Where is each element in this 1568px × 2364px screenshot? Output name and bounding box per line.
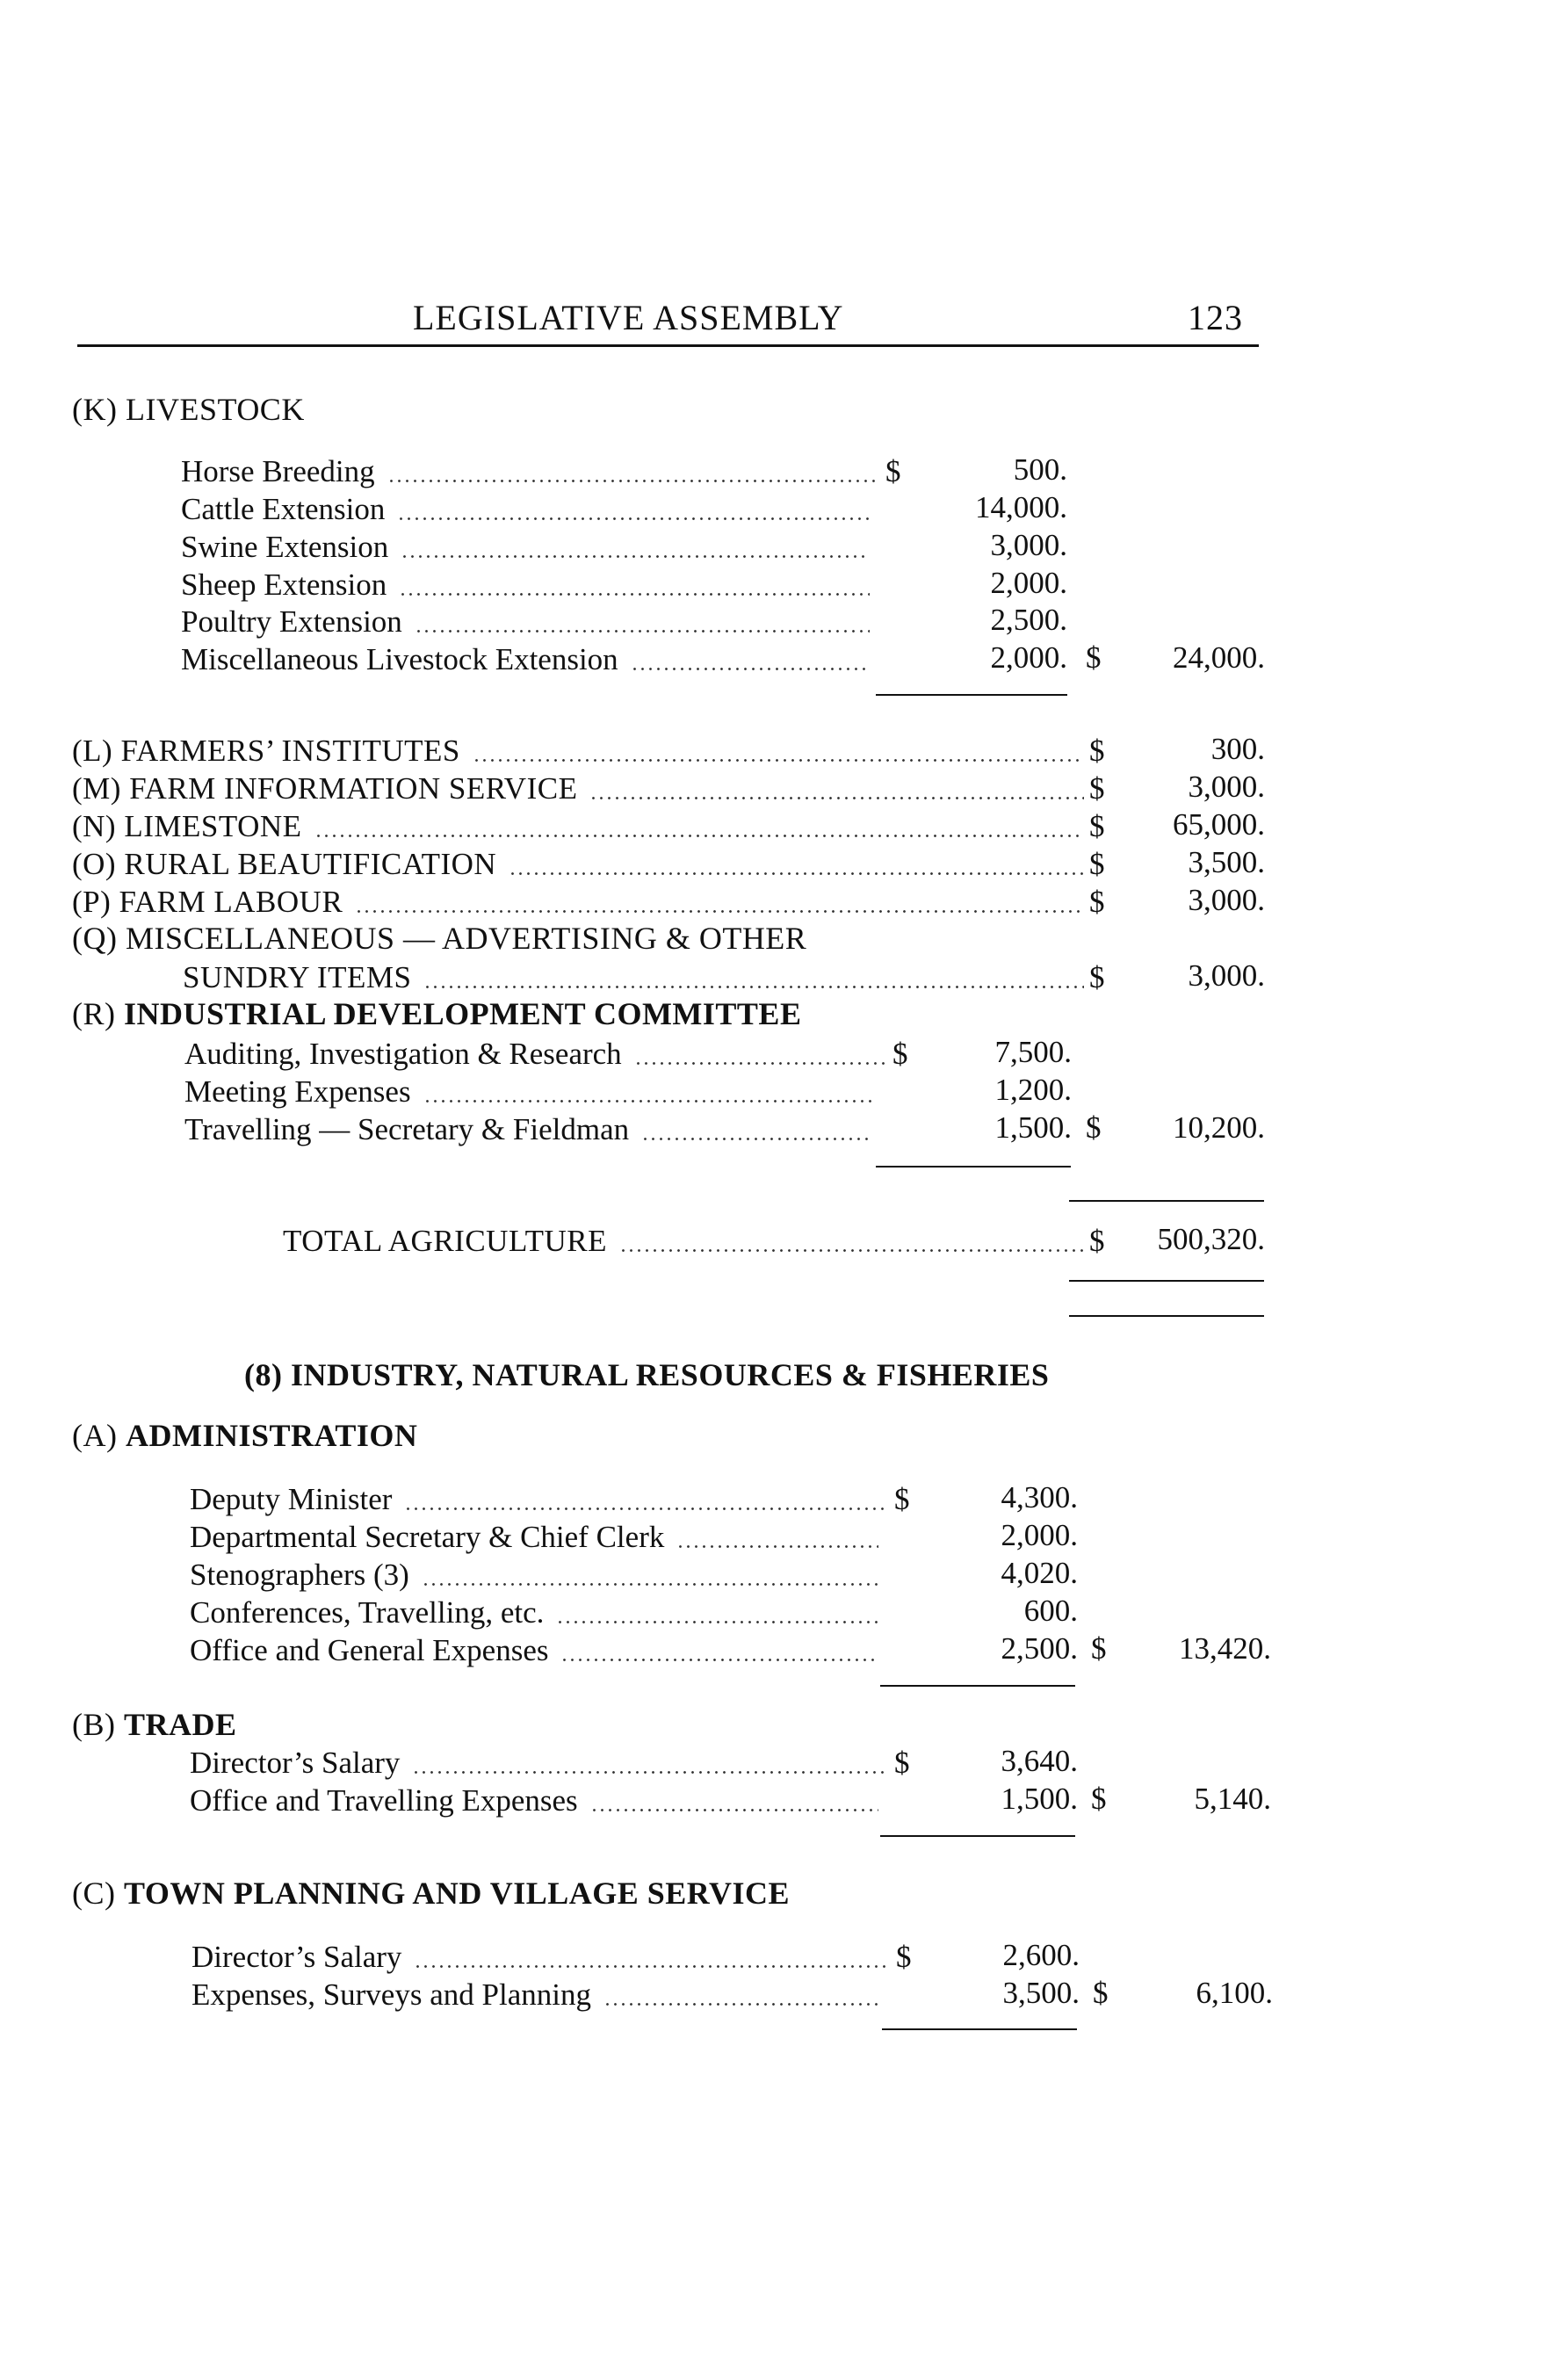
item-label: Stenographers (3): [190, 1558, 409, 1592]
currency-sign: $: [1086, 1110, 1102, 1145]
total-double-rule-bottom: [1069, 1315, 1264, 1317]
item-label: Auditing, Investigation & Research: [184, 1037, 622, 1071]
line-item: [190, 1633, 884, 1668]
line-item: [190, 1558, 884, 1593]
currency-sign: $: [1089, 1224, 1105, 1258]
currency-sign: $: [1093, 1976, 1109, 2010]
section-letter: (O): [72, 847, 117, 881]
item-amount: 2,000.: [1001, 1518, 1078, 1552]
item-label: Expenses, Surveys and Planning: [191, 1977, 591, 2012]
total-agriculture-line: [283, 1224, 1109, 1259]
item-label: Poultry Extension: [181, 604, 402, 639]
leader-dots: [423, 1100, 873, 1102]
line-item: [181, 492, 875, 527]
leader-dots: [397, 517, 870, 520]
item-amount: 600.: [1023, 1594, 1078, 1628]
section-title: FARMERS’ INSTITUTES: [120, 734, 460, 768]
item-label: Meeting Expenses: [184, 1074, 411, 1109]
section-title: ADMINISTRATION: [125, 1418, 418, 1453]
section-letter: (P): [72, 885, 112, 919]
section-title: RURAL BEAUTIFICATION: [124, 847, 497, 881]
line-item: [181, 454, 905, 489]
leader-dots: [641, 1138, 873, 1140]
item-amount: 14,000.: [975, 490, 1067, 524]
subtotal-rule: [880, 1835, 1075, 1837]
item-label: Travelling — Secretary & Fieldman: [184, 1112, 630, 1146]
section-q-heading: [72, 922, 806, 954]
item-label: Director’s Salary: [190, 1746, 401, 1780]
leader-dots: [631, 668, 870, 670]
line-item: [190, 1746, 914, 1781]
line-item: [184, 1037, 912, 1072]
item-label: Deputy Minister: [190, 1482, 393, 1516]
subtotal-rule: [880, 1685, 1075, 1687]
leader-dots: [603, 2003, 880, 2006]
section-title: FARM INFORMATION SERVICE: [129, 771, 578, 806]
item-amount: 3,640.: [1001, 1744, 1078, 1778]
section-title: TRADE: [124, 1707, 237, 1742]
section-p-line: [72, 885, 1109, 920]
total-amount: 500,320.: [1157, 1222, 1265, 1256]
section-letter: (N): [72, 809, 117, 843]
item-amount: 1,500.: [1001, 1782, 1078, 1816]
total-label: TOTAL AGRICULTURE: [283, 1224, 607, 1258]
leader-dots: [412, 1771, 889, 1774]
item-label: Horse Breeding: [181, 454, 375, 488]
section-letter: (M): [72, 771, 121, 806]
leader-dots: [401, 555, 870, 558]
section-title: LIVESTOCK: [125, 392, 305, 427]
item-label: Departmental Secretary & Chief Clerk: [190, 1520, 665, 1554]
currency-sign: $: [1089, 734, 1105, 768]
section-m-line: [72, 771, 1109, 806]
section-amount: 3,000.: [1188, 770, 1265, 804]
leader-dots: [423, 986, 1084, 988]
currency-sign: $: [896, 1940, 912, 1974]
currency-sign: $: [1089, 885, 1105, 919]
currency-sign: $: [1091, 1782, 1107, 1816]
line-item: [184, 1112, 878, 1147]
header-rule: [77, 344, 1259, 347]
item-amount: 2,600.: [1002, 1938, 1080, 1972]
section-title: LIMESTONE: [124, 809, 302, 843]
section-total: 6,100.: [1196, 1976, 1273, 2010]
leader-dots: [509, 872, 1084, 875]
section-o-line: [72, 847, 1109, 882]
section-letter: (L): [72, 734, 113, 768]
section-total: 24,000.: [1173, 640, 1265, 675]
section-n-line: [72, 809, 1109, 844]
section-letter: (C): [72, 1876, 116, 1911]
leader-dots: [404, 1507, 889, 1510]
section-title: FARM LABOUR: [119, 885, 343, 919]
section-title: TOWN PLANNING AND VILLAGE SERVICE: [124, 1876, 791, 1911]
line-item: [191, 1940, 915, 1975]
line-item: [190, 1595, 884, 1630]
subtotal-rule: [876, 694, 1067, 696]
section-title-continued: SUNDRY ITEMS: [183, 960, 412, 994]
currency-sign: $: [1089, 847, 1105, 881]
section-title: MISCELLANEOUS — ADVERTISING & OTHER: [125, 921, 807, 956]
item-amount: 4,300.: [1001, 1480, 1078, 1515]
leader-dots: [560, 1659, 878, 1661]
item-amount: 2,000.: [990, 640, 1067, 675]
section-total: 13,420.: [1179, 1631, 1271, 1666]
section-total: 5,140.: [1194, 1782, 1271, 1816]
line-item: [191, 1977, 885, 2013]
section-amount: 3,000.: [1188, 958, 1265, 993]
leader-dots: [589, 797, 1084, 799]
currency-sign: $: [894, 1482, 910, 1516]
line-item: [181, 642, 875, 677]
leader-dots: [676, 1545, 878, 1548]
section-a-heading: [72, 1420, 417, 1451]
line-item: [190, 1482, 914, 1517]
leader-dots: [556, 1621, 878, 1623]
leader-dots: [422, 1583, 878, 1586]
leader-dots: [399, 593, 870, 596]
item-label: Cattle Extension: [181, 492, 386, 526]
leader-dots: [415, 630, 870, 633]
department-heading: (8) INDUSTRY, NATURAL RESOURCES & FISHERIES: [244, 1357, 1050, 1392]
section-amount: 300.: [1210, 732, 1265, 766]
item-label: Conferences, Travelling, etc.: [190, 1595, 545, 1630]
leader-dots: [619, 1249, 1084, 1252]
section-k-heading: [72, 394, 305, 425]
leader-dots: [314, 835, 1084, 837]
section-total: 10,200.: [1173, 1110, 1265, 1145]
total-rule: [1069, 1200, 1264, 1202]
item-amount: 4,020.: [1001, 1556, 1078, 1590]
currency-sign: $: [885, 454, 901, 488]
item-label: Miscellaneous Livestock Extension: [181, 642, 618, 676]
running-head-title: LEGISLATIVE ASSEMBLY: [413, 298, 844, 337]
item-amount: 7,500.: [994, 1035, 1072, 1069]
leader-dots: [590, 1809, 878, 1811]
subtotal-rule: [882, 2028, 1077, 2030]
item-amount: 2,500.: [990, 603, 1067, 637]
page-number: 123: [1188, 298, 1243, 337]
total-double-rule-top: [1069, 1280, 1264, 1282]
item-label: Sheep Extension: [181, 568, 387, 602]
line-item: [184, 1074, 878, 1110]
leader-dots: [414, 1965, 891, 1968]
item-label: Office and General Expenses: [190, 1633, 549, 1667]
section-amount: 3,500.: [1188, 845, 1265, 879]
section-letter: (K): [72, 392, 118, 427]
item-amount: 1,500.: [994, 1110, 1072, 1145]
item-amount: 2,000.: [990, 566, 1067, 600]
item-amount: 500.: [1013, 452, 1067, 487]
item-amount: 3,500.: [1002, 1976, 1080, 2010]
item-amount: 3,000.: [990, 528, 1067, 562]
currency-sign: $: [894, 1746, 910, 1780]
section-r-heading: [72, 998, 801, 1030]
leader-dots: [634, 1062, 887, 1065]
currency-sign: $: [1089, 771, 1105, 806]
line-item: [181, 530, 875, 565]
leader-dots: [473, 759, 1084, 762]
section-amount: 65,000.: [1173, 807, 1265, 842]
subtotal-rule: [876, 1166, 1071, 1168]
section-letter: (A): [72, 1418, 118, 1453]
section-letter: (R): [72, 996, 116, 1031]
currency-sign: $: [1086, 640, 1102, 675]
currency-sign: $: [1089, 809, 1105, 843]
line-item: [181, 604, 875, 640]
item-amount: 2,500.: [1001, 1631, 1078, 1666]
section-letter: (Q): [72, 921, 118, 956]
leader-dots: [355, 910, 1084, 913]
section-letter: (B): [72, 1707, 116, 1742]
item-amount: 1,200.: [994, 1073, 1072, 1107]
leader-dots: [387, 480, 880, 482]
line-item: [181, 568, 875, 603]
section-q-line: [183, 960, 1109, 995]
currency-sign: $: [892, 1037, 908, 1071]
line-item: [190, 1783, 884, 1818]
item-label: Office and Travelling Expenses: [190, 1783, 578, 1818]
section-b-heading: [72, 1709, 237, 1740]
section-amount: 3,000.: [1188, 883, 1265, 917]
section-l-line: [72, 734, 1109, 769]
item-label: Swine Extension: [181, 530, 389, 564]
currency-sign: $: [1089, 960, 1105, 994]
item-label: Director’s Salary: [191, 1940, 402, 1974]
section-c-heading: [72, 1877, 790, 1909]
line-item: [190, 1520, 884, 1555]
currency-sign: $: [1091, 1631, 1107, 1666]
section-title: INDUSTRIAL DEVELOPMENT COMMITTEE: [124, 996, 802, 1031]
